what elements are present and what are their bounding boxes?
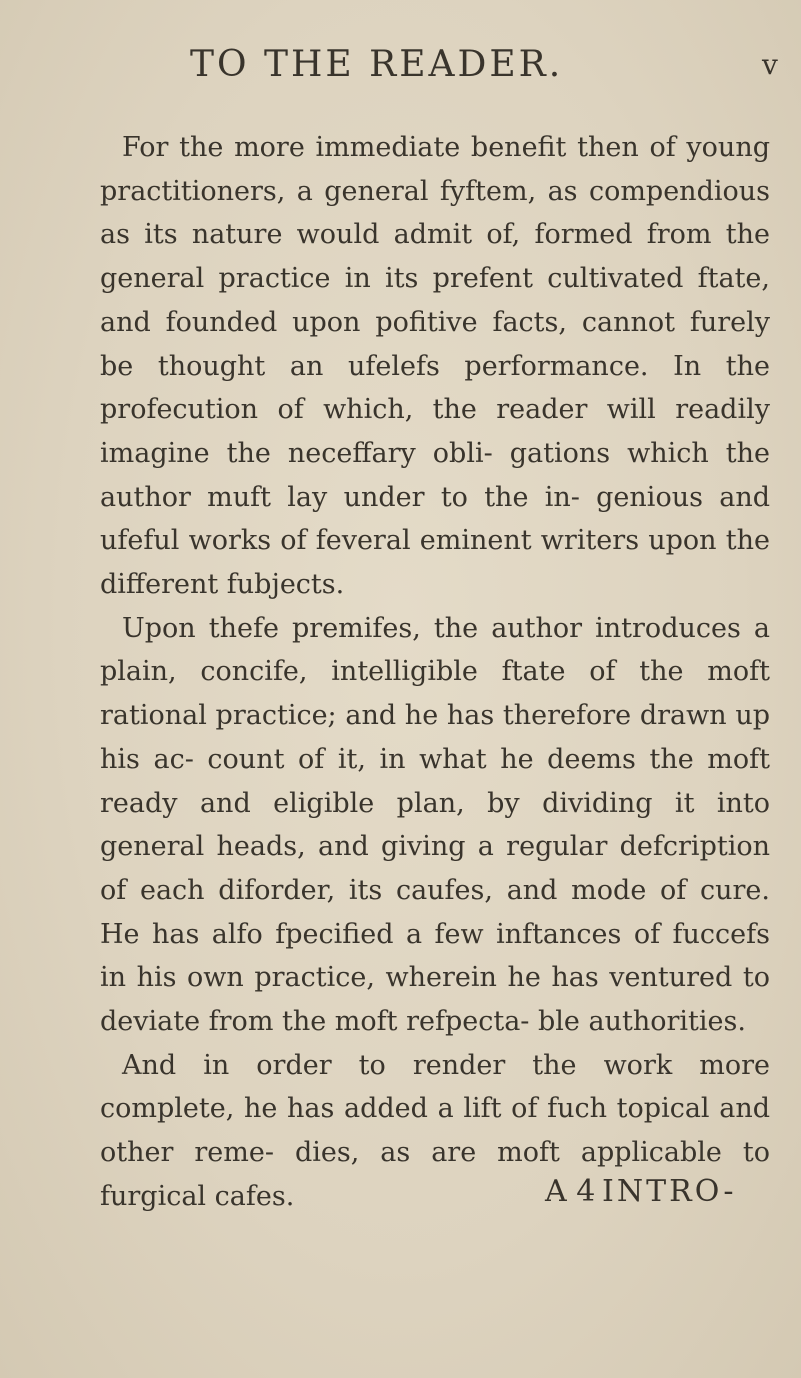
signature-mark: A 4 bbox=[545, 1174, 596, 1209]
page-footer bbox=[0, 1174, 801, 1224]
catchword: INTRO- bbox=[602, 1174, 737, 1209]
paragraph-1: For the more immediate benefit then of young practitioners, a general fyftem, as compendious as its nature would admit of, formed from the general practice in its prefent cultivated ftate, and founded upon pofitive facts, cannot furely be thought an ufelefs performance. In the profecution of which, the reader will readily imagine the neceffary obli- gations which the author muft lay under to the in- genious and ufeful works of feveral eminent writers upon the different fubjects. bbox=[100, 132, 770, 601]
running-title: TO THE READER. bbox=[190, 44, 564, 85]
body-text bbox=[100, 126, 770, 1219]
page-number: v bbox=[762, 48, 781, 81]
paragraph-3: And in order to render the work more complete, he has added a lift of fuch topical and other reme- dies, as are moft applicable to furgical cafes. bbox=[100, 1049, 770, 1212]
paragraph-2: Upon thefe premifes, the author introduces a plain, concife, intelligible ftate of the moft rational practice; and he has therefore drawn up his ac- count of it, in what he deems the moft ready and eligible plan, by dividing it into general heads, and giving a regular defcription of each diforder, its caufes, and mode of cure. He has alfo fpecified a few inftances of fuccefs in his own practice, wherein he has ventured to deviate from the moft refpecta- ble authorities. bbox=[100, 612, 770, 1038]
running-header bbox=[190, 44, 780, 94]
